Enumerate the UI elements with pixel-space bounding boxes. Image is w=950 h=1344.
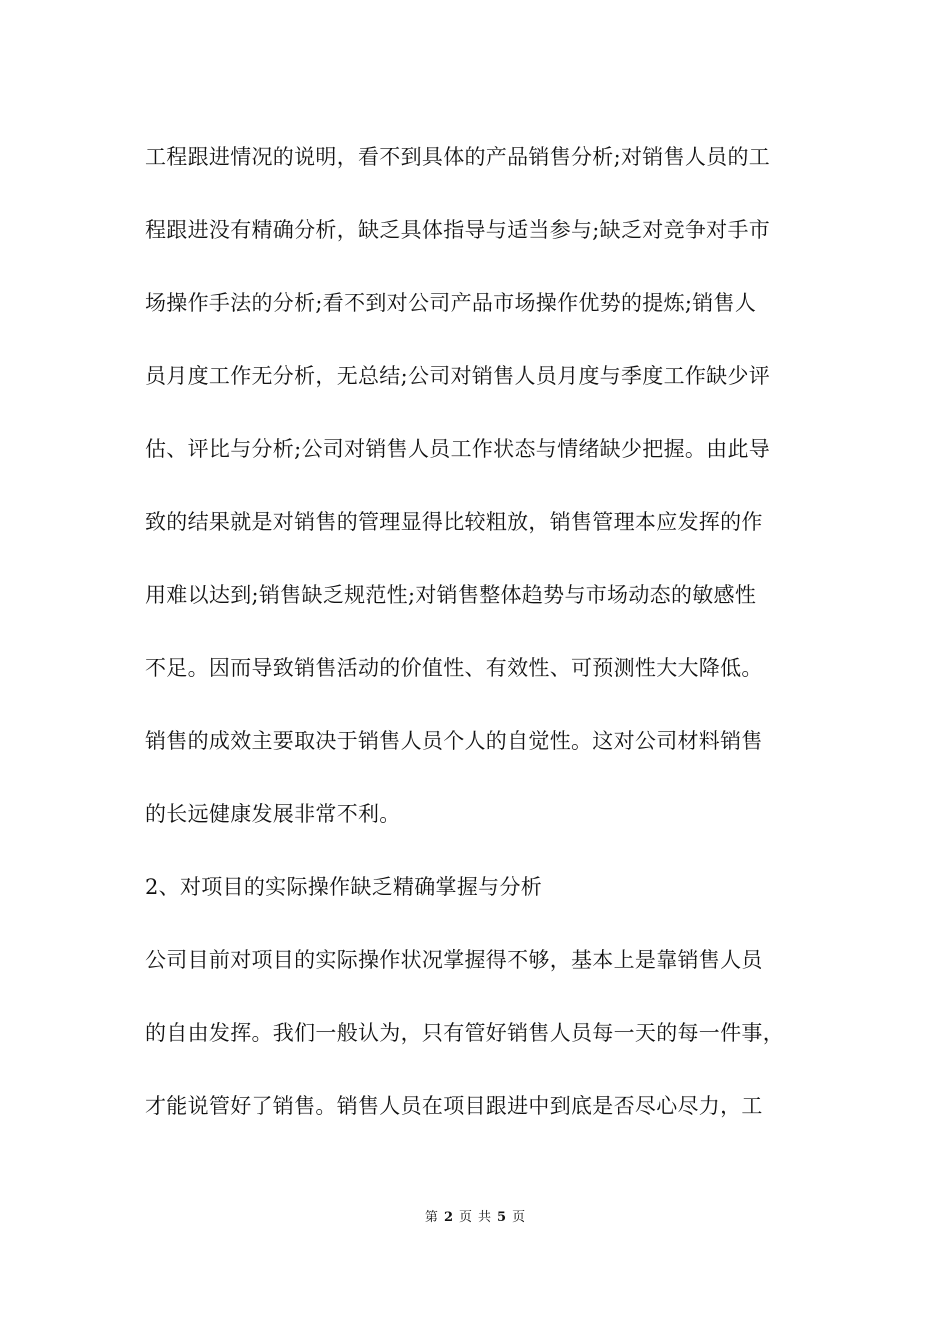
text-line: 才能说管好了销售。销售人员在项目跟进中到底是否尽心尽力，工 bbox=[145, 1094, 763, 1118]
text-line: 估、评比与分析;公司对销售人员工作状态与情绪缺少把握。由此导 bbox=[145, 437, 771, 461]
footer-prefix: 第 bbox=[424, 1210, 438, 1225]
text-line: 致的结果就是对销售的管理显得比较粗放，销售管理本应发挥的作 bbox=[145, 510, 763, 534]
text-line: 用难以达到;销售缺乏规范性;对销售整体趋势与市场动态的敏感性 bbox=[145, 583, 757, 607]
page-footer bbox=[0, 1209, 950, 1227]
text-line: 的长远健康发展非常不利。 bbox=[145, 802, 401, 826]
text-line: 不足。因而导致销售活动的价值性、有效性、可预测性大大降低。 bbox=[145, 656, 763, 680]
current-page-number: 2 bbox=[443, 1210, 453, 1225]
footer-suffix: 页 bbox=[512, 1210, 526, 1225]
total-pages-number: 5 bbox=[497, 1210, 507, 1225]
footer-total-word: 共 bbox=[478, 1210, 492, 1225]
text-line: 员月度工作无分析，无总结;公司对销售人员月度与季度工作缺少评 bbox=[145, 364, 771, 388]
text-line: 工程跟进情况的说明，看不到具体的产品销售分析;对销售人员的工 bbox=[145, 145, 771, 169]
text-line: 场操作手法的分析;看不到对公司产品市场操作优势的提炼;销售人 bbox=[145, 291, 757, 315]
footer-page-word: 页 bbox=[458, 1210, 472, 1225]
section-heading: 2、对项目的实际操作缺乏精确掌握与分析 bbox=[145, 875, 543, 899]
text-line: 公司目前对项目的实际操作状况掌握得不够，基本上是靠销售人员 bbox=[145, 948, 763, 972]
text-line: 销售的成效主要取决于销售人员个人的自觉性。这对公司材料销售 bbox=[145, 729, 763, 753]
text-line: 的自由发挥。我们一般认为，只有管好销售人员每一天的每一件事， bbox=[145, 1021, 784, 1045]
text-line: 程跟进没有精确分析，缺乏具体指导与适当参与;缺乏对竞争对手市 bbox=[145, 218, 771, 242]
